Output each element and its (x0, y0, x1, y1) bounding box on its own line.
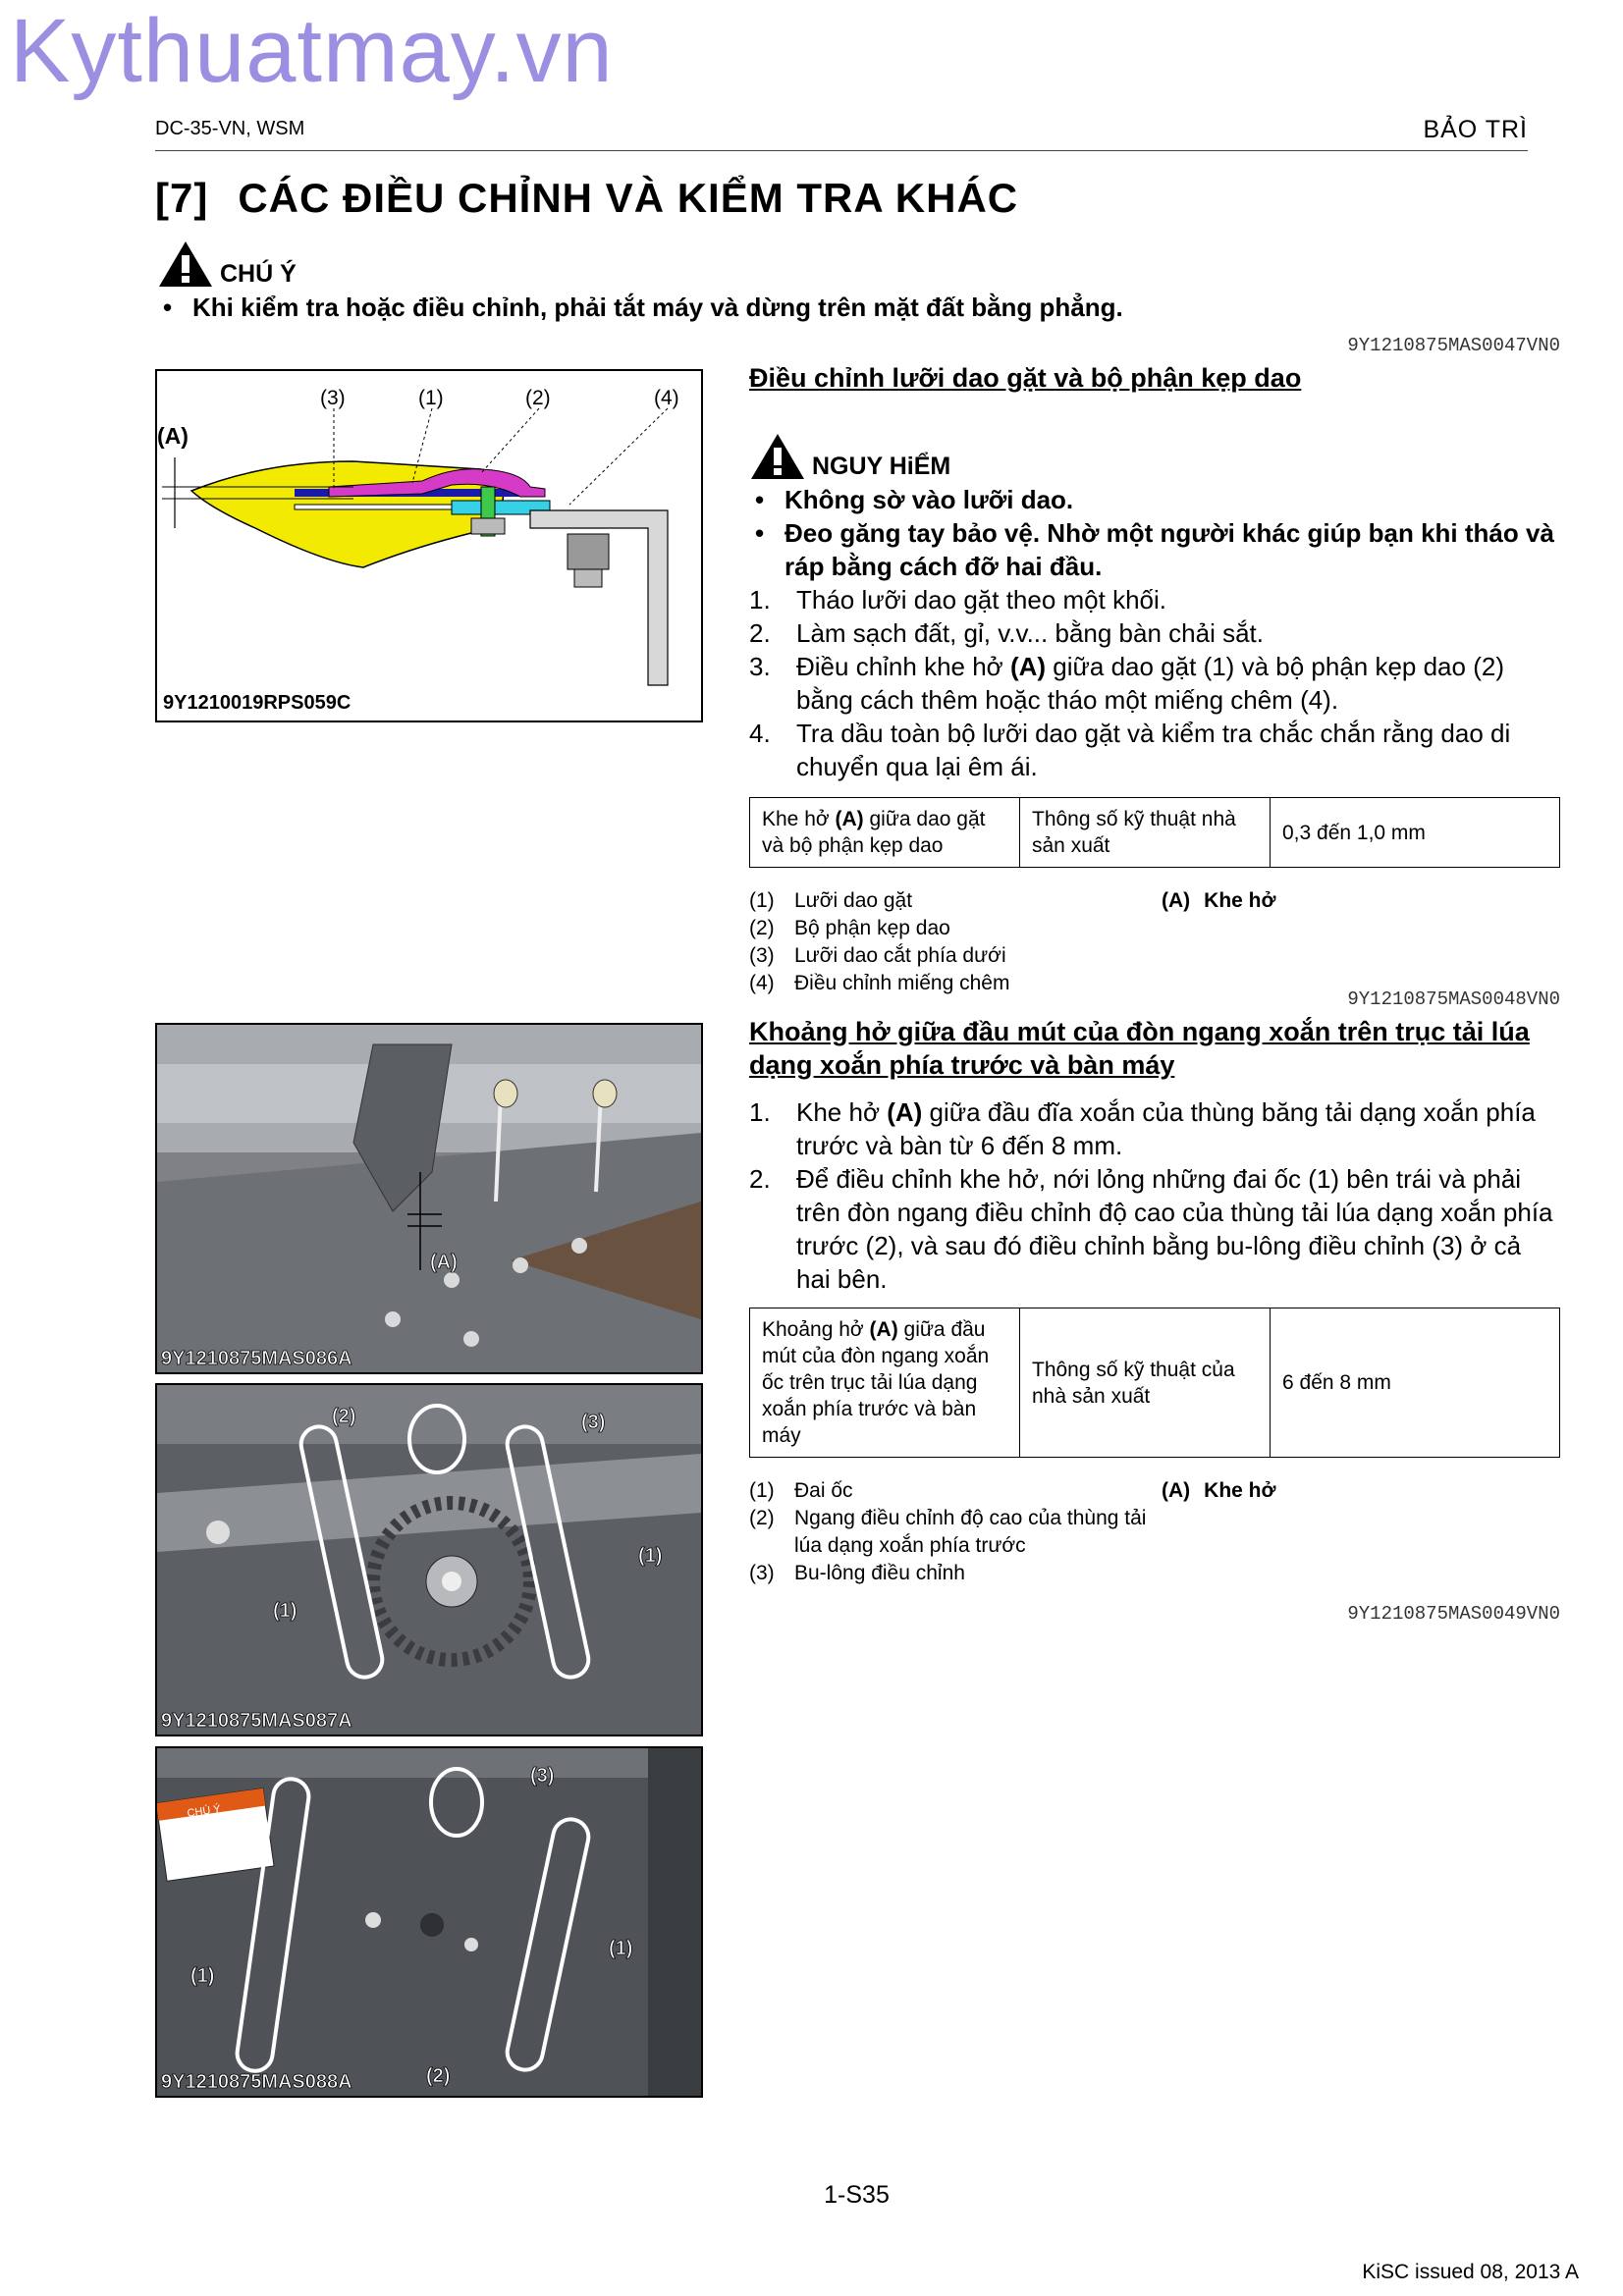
fig3-label: (2) (332, 1406, 356, 1427)
step-item: 3. Điều chỉnh khe hở (A) giữa dao gặt (1) và bộ phận kẹp dao (2) bằng cách thêm hoặc tháo một miếng chêm (4). (749, 652, 1504, 715)
header-divider (155, 150, 1528, 151)
danger-triangle-icon (749, 432, 806, 481)
legend-item: (4) Điều chỉnh miếng chêm (749, 972, 1010, 994)
spec-value-cell: 0,3 đến 1,0 mm (1271, 798, 1560, 868)
issue-note: KiSC issued 08, 2013 A (1362, 2261, 1579, 2283)
fig1-label: (1) (418, 387, 444, 409)
legend-item: (2) Bộ phận kẹp dao (749, 917, 950, 939)
fig1-label: (2) (525, 387, 551, 409)
figure-height-adjust (155, 1383, 703, 1736)
caution-ref-code: 9Y1210875MAS0047VN0 (1347, 335, 1560, 356)
figure-auger-gap (155, 1023, 703, 1374)
fig4-label: (3) (530, 1765, 555, 1787)
block1-steps (749, 583, 1561, 783)
fig4-label: (2) (426, 2065, 451, 2087)
fig2-label: (A) (430, 1252, 458, 1273)
section-title (155, 175, 1018, 222)
block1-heading: Điều chỉnh lưỡi dao gặt và bộ phận kẹp dao (749, 363, 1302, 393)
block2-steps (749, 1095, 1561, 1296)
block2-heading: Khoảng hở giữa đầu mút của đòn ngang xoắn trên trục tải lúa dạng xoắn phía trước và bàn máy (749, 1017, 1530, 1080)
section-number: [7] (155, 175, 209, 221)
caution-list (157, 293, 1532, 323)
caution-item: • Khi kiểm tra hoặc điều chỉnh, phải tắt máy và dừng trên mặt đất bằng phẳng. (157, 293, 1532, 323)
spec-item-cell: Khe hở (A) giữa dao gặt và bộ phận kẹp dao (750, 798, 1020, 868)
fig3-label: (1) (273, 1600, 298, 1622)
section-heading: CÁC ĐIỀU CHỈNH VÀ KIỂM TRA KHÁC (238, 175, 1019, 221)
caution-label: CHÚ Ý (220, 260, 297, 288)
spec-label-cell: Thông số kỹ thuật nhà sản xuất (1020, 798, 1271, 868)
block2-legend (749, 1477, 1561, 1587)
block2-content (749, 1015, 1561, 1587)
caution-header (157, 240, 1532, 289)
figure-knife-clip (155, 369, 703, 722)
figure-id: 9Y1210875MAS088A (161, 2071, 352, 2093)
danger-label: NGUY HiỂM (812, 453, 951, 480)
page-number: 1-S35 (824, 2181, 890, 2209)
fig3-label: (3) (581, 1412, 606, 1433)
block1-spec-table (749, 797, 1560, 868)
warning-triangle-icon (157, 240, 214, 289)
block2-spec-table (749, 1308, 1560, 1458)
spec-item-cell: Khoảng hở (A) giữa đầu mút của đòn ngang xoắn ốc trên trục tải lúa dạng xoắn phía trước và bàn máy (750, 1308, 1020, 1458)
warning-sticker (157, 1789, 274, 1882)
figure-id: 9Y1210875MAS086A (161, 1348, 352, 1369)
figure-id: 9Y1210875MAS087A (161, 1710, 352, 1732)
block2-ref-code: 9Y1210875MAS0049VN0 (1347, 1603, 1560, 1625)
block1-content (749, 361, 1561, 1001)
knife-clip-diagram (157, 371, 701, 721)
legend-item: (A) Khe hở (1162, 889, 1276, 912)
legend-item: (1) Đai ốc (749, 1479, 853, 1502)
legend-item: (1) Lưỡi dao gặt (749, 889, 913, 912)
legend-item: (2) Ngang điều chỉnh độ cao của thùng tải lúa dạng xoắn phía trước (749, 1507, 1147, 1557)
caution-block (157, 240, 1532, 323)
figure-id: 9Y1210019RPS059C (163, 692, 352, 714)
spec-label-cell: Thông số kỹ thuật của nhà sản xuất (1020, 1308, 1271, 1458)
legend-item: (A) Khe hở (1162, 1479, 1276, 1502)
watermark: Kythuatmay.vn (10, 1, 614, 101)
spec-value-cell: 6 đến 8 mm (1271, 1308, 1560, 1458)
chapter-title: BẢO TRÌ (1423, 116, 1528, 143)
step-item: 4. Tra dầu toàn bộ lưỡi dao gặt và kiểm tra chắc chắn rằng dao di chuyển qua lại êm ái. (749, 719, 1511, 781)
fig1-label: (3) (320, 387, 346, 409)
bottom-plate-photo (157, 1748, 701, 2096)
fig4-label: (1) (190, 1965, 215, 1987)
danger-item: • Đeo găng tay bảo vệ. Nhờ một người khác giúp bạn khi tháo và ráp bằng cách đỡ hai đầu. (749, 516, 1561, 583)
danger-header (749, 432, 1561, 481)
block1-legend (749, 887, 1561, 1001)
sticker-label: CHÚ Ý (186, 1803, 222, 1820)
doc-code: DC-35-VN, WSM (155, 118, 305, 139)
danger-list (749, 483, 1561, 583)
fig4-label: (1) (609, 1938, 633, 1959)
legend-item: (3) Bu-lông điều chỉnh (749, 1562, 965, 1584)
fig1-label: (4) (654, 387, 679, 409)
auger-gap-photo (157, 1025, 701, 1372)
legend-item: (3) Lưỡi dao cắt phía dưới (749, 944, 1006, 967)
figure-bottom-plate (155, 1746, 703, 2098)
step-item: 2. Để điều chỉnh khe hở, nới lỏng những đai ốc (1) bên trái và phải trên đòn ngang điều chỉnh độ cao của thùng tải lúa dạng xoắn phía trước (2), và sau đó điều chỉnh bằng bu-lông điều chỉnh (3) ở cả hai bên. (749, 1164, 1553, 1294)
height-adjust-photo (157, 1385, 701, 1735)
step-item: 2. Làm sạch đất, gỉ, v.v... bằng bàn chải sắt. (749, 618, 1264, 648)
fig3-label: (1) (638, 1545, 663, 1567)
block1-ref-code: 9Y1210875MAS0048VN0 (1347, 988, 1560, 1010)
step-item: 1. Khe hở (A) giữa đầu đĩa xoắn của thùng băng tải dạng xoắn phía trước và bàn từ 6 đến 8 mm. (749, 1097, 1536, 1160)
step-item: 1. Tháo lưỡi dao gặt theo một khối. (749, 585, 1166, 614)
danger-item: • Không sờ vào lưỡi dao. (749, 483, 1561, 516)
fig1-label: (A) (157, 423, 189, 449)
